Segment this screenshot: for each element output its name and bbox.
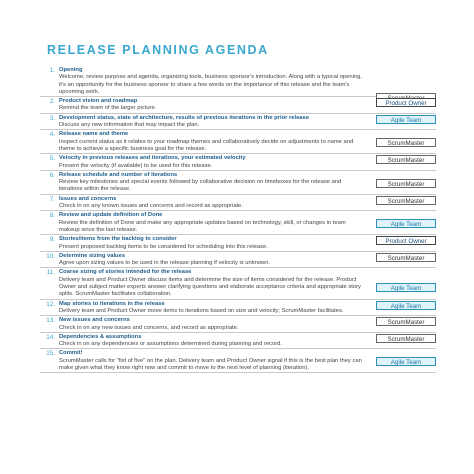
agenda-item-heading: Release name and theme [59, 131, 129, 138]
agenda-item-description: ScrumMaster calls for "fist of five" on the plan. Delivery team and Product Owner signal if this is the best plan they can make given what they know right now and commit to move to the next level of planning (iteration). [59, 357, 362, 371]
role-badge: ScrumMaster [376, 155, 436, 164]
agenda-item-number: 11. [46, 269, 55, 277]
agenda-item-description: Welcome, review purpose and agenda, organizing tools, business sponsor's introduction. Along with a typical opening, it's an opportunity for the business sponsor to share a few words on the importance of this release and the team's upcoming work. [59, 74, 362, 95]
agenda-item-description: Discuss any new information that may impact the plan. [59, 122, 200, 129]
agenda-item-description: Remind the team of the larger picture. [59, 105, 157, 112]
agenda-item [40, 349, 436, 373]
agenda-item-content [59, 155, 364, 170]
agenda-item-description: Review key milestones and special events followed by collaborative decision on timeboxes for the release and iterations within the release. [59, 179, 342, 193]
agenda-item [40, 252, 436, 269]
agenda-item-heading: Review and update definition of Done [59, 212, 163, 219]
agenda-item-number: 14. [46, 333, 55, 341]
agenda-item [40, 114, 436, 131]
agenda-item-number: 3. [49, 114, 55, 122]
agenda-item-content [59, 350, 364, 372]
agenda-item-number: 2. [49, 98, 55, 106]
agenda-item-number: 15. [46, 350, 55, 358]
role-badge: Product Owner [376, 98, 436, 107]
agenda-item-heading: Determine sizing values [59, 252, 126, 259]
agenda-item-content [59, 334, 364, 349]
role-badge: Agile Team [376, 219, 436, 228]
agenda-item-content [59, 67, 364, 96]
role-badge: Agile Team [376, 301, 436, 310]
agenda-item-content [59, 115, 364, 130]
agenda-item [40, 211, 436, 235]
agenda-item [40, 333, 436, 350]
agenda-item-content [59, 212, 364, 234]
agenda-item-description: Review the definition of Done and make any appropriate updates based on technology, skill, or changes in team makeup since the last release. [59, 219, 346, 233]
agenda-item-number: 1. [49, 67, 55, 74]
agenda-item-description: Check in on any new issues and concerns, and record as appropriate. [59, 324, 239, 331]
agenda-item-content [59, 269, 364, 298]
agenda-item-description: Delivery team and Product Owner move items to iterations based on size and velocity; ScrumMaster facilitates. [59, 307, 344, 314]
agenda-item-content [59, 172, 364, 194]
agenda-item-content [59, 317, 364, 332]
role-badge: Product Owner [376, 236, 436, 245]
page-title: RELEASE PLANNING AGENDA [47, 43, 269, 57]
agenda-item-heading: Coarse sizing of stories intended for the release [59, 269, 192, 276]
agenda-item [40, 195, 436, 212]
agenda-item-content [59, 98, 364, 113]
role-badge: ScrumMaster [376, 179, 436, 188]
agenda-item-heading: Stories/items from the backlog to consider [59, 236, 177, 243]
role-badge: ScrumMaster [376, 138, 436, 147]
agenda-item [40, 235, 436, 252]
agenda-item-heading: Dependencies & assumptions [59, 333, 142, 340]
agenda-item-number: 13. [46, 317, 55, 325]
agenda-item-description: Present the velocity (if available) to be used for this release. [59, 162, 213, 169]
agenda-item-number: 9. [49, 236, 55, 244]
agenda-item-heading: Commit! [59, 350, 83, 357]
role-badge: ScrumMaster [376, 334, 436, 343]
agenda-item-heading: Opening [59, 67, 83, 73]
agenda-item-description: Check in on any dependencies or assumptions determined during planning and record. [59, 341, 282, 348]
agenda-item-heading: Release schedule and number of iterations [59, 171, 178, 178]
agenda-item-heading: Map stories to iterations in the release [59, 300, 165, 307]
role-badge: Agile Team [376, 283, 436, 292]
agenda-item [40, 268, 436, 299]
role-badge: ScrumMaster [376, 196, 436, 205]
agenda-item-number: 6. [49, 171, 55, 179]
agenda-item-heading: Development status, state of architecture, results of previous iterations in the prior release [59, 114, 309, 121]
agenda-item [40, 130, 436, 154]
agenda-item-heading: Issues and concerns [59, 195, 117, 202]
agenda-item-content [59, 131, 364, 153]
agenda-list [40, 66, 436, 373]
agenda-item-number: 5. [49, 155, 55, 163]
agenda-item [40, 97, 436, 114]
agenda-item-number: 4. [49, 131, 55, 139]
role-badge: Agile Team [376, 357, 436, 366]
agenda-item-content [59, 301, 364, 316]
role-badge: Agile Team [376, 115, 436, 124]
agenda-item [40, 316, 436, 333]
role-badge: ScrumMaster [376, 317, 436, 326]
agenda-item-number: 12. [46, 300, 55, 308]
agenda-item [40, 154, 436, 171]
agenda-item [40, 300, 436, 317]
agenda-item-heading: Product vision and roadmap [59, 98, 138, 105]
agenda-item-content [59, 236, 364, 251]
role-badge: ScrumMaster [376, 253, 436, 262]
agenda-item-description: Agree upon sizing values to be used in the release planning if velocity is unknown. [59, 260, 271, 267]
agenda-item [40, 171, 436, 195]
agenda-item-number: 10. [46, 252, 55, 260]
agenda-item-description: Delivery team and Product Owner discuss items and determine the size of items considered for the release. Product Owner and subject matter experts answer clarifying questions and elaborate acceptance criteria and appropriate story splits. ScrumMaster facilitates collaboration. [59, 276, 361, 298]
agenda-item-description: Inspect current status as it relates to your roadmap themes and collaboratively decide on adjustments to name and theme to achieve a specific business goal for the release. [59, 138, 354, 152]
agenda-item-content [59, 196, 364, 211]
agenda-item-heading: Velocity in previous releases and iterations, your estimated velocity [59, 155, 246, 162]
agenda-item [40, 66, 436, 97]
agenda-item-heading: New issues and concerns [59, 317, 130, 324]
agenda-item-number: 8. [49, 212, 55, 220]
agenda-item-number: 7. [49, 195, 55, 203]
agenda-item-content [59, 253, 364, 268]
agenda-item-description: Present proposed backlog items to be considered for scheduling into this release. [59, 243, 268, 250]
agenda-item-description: Check in on any known issues and concerns and record as appropriate. [59, 203, 243, 210]
